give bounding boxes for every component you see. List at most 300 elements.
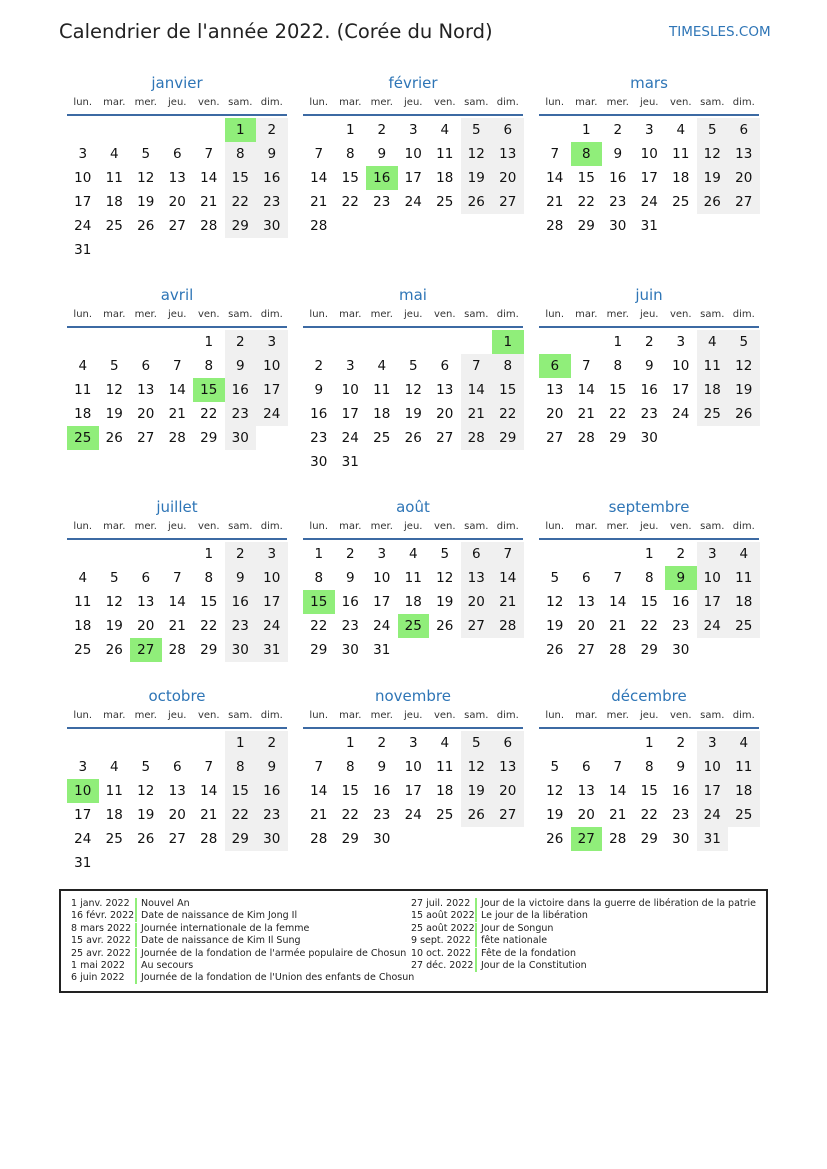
day-cell: 25 [105,831,123,847]
day-cell: 12 [105,594,123,610]
day-cell: 7 [172,570,182,586]
day-cell: 30 [256,214,288,238]
weekday-header: mar. [103,97,126,108]
day-cell: 27 [168,218,186,234]
day-cell: 31 [373,642,391,658]
day-cell: 19 [461,779,493,803]
day-cell: 26 [105,642,123,658]
day-cell: 24 [256,402,288,426]
weekday-header: ven. [669,97,692,108]
day-cell: 30 [225,638,257,662]
day-cell: 30 [609,218,627,234]
holiday-day-cell: 1 [225,118,257,142]
day-cell: 20 [492,779,524,803]
day-cell: 24 [697,614,729,638]
day-cell: 29 [200,430,218,446]
day-cell: 2 [644,334,654,350]
day-cell: 12 [546,594,564,610]
day-cell: 19 [137,194,155,210]
day-cell: 27 [461,614,493,638]
day-cell: 8 [492,354,524,378]
day-cell: 18 [404,594,422,610]
legend-marker [475,935,477,947]
day-cell: 10 [341,382,359,398]
day-cell: 5 [550,570,560,586]
day-cell: 21 [168,618,186,634]
day-cell: 30 [310,454,328,470]
day-cell: 1 [345,735,355,751]
weekday-header: lun. [309,710,329,721]
day-cell: 28 [200,218,218,234]
day-cell: 31 [74,242,92,258]
month-header-rule [539,114,759,116]
day-cell: 11 [672,146,690,162]
legend-holiday-name: Jour de la victoire dans la guerre de libération de la patrie [481,898,757,909]
weekday-header: mer. [370,97,393,108]
day-cell: 20 [168,194,186,210]
day-cell: 2 [377,122,387,138]
weekday-header: lun. [73,97,93,108]
day-cell: 29 [310,642,328,658]
day-cell: 14 [492,566,524,590]
legend-date: 27 déc. 2022 [411,960,474,971]
day-cell: 22 [225,190,257,214]
weekday-header: jeu. [168,309,187,320]
day-cell: 13 [492,142,524,166]
weekday-header: dim. [260,97,283,108]
day-cell: 11 [74,382,92,398]
weekday-header: ven. [433,521,456,532]
day-cell: 29 [577,218,595,234]
legend-marker [135,948,137,960]
legend-holiday-name: fête nationale [481,935,548,947]
day-cell: 21 [168,406,186,422]
day-cell: 21 [310,194,328,210]
day-cell: 4 [728,542,760,566]
weekday-header: dim. [260,309,283,320]
weekday-header: sam. [464,521,489,532]
day-cell: 25 [436,194,454,210]
day-cell: 7 [204,759,214,775]
holiday-day-cell: 8 [571,142,603,166]
day-cell: 6 [141,570,151,586]
day-cell: 14 [577,382,595,398]
day-cell: 3 [408,122,418,138]
month-name: juillet [156,498,198,516]
weekday-header: jeu. [404,97,423,108]
day-cell: 23 [672,618,690,634]
day-cell: 8 [225,142,257,166]
day-cell: 3 [256,330,288,354]
legend-date: 1 janv. 2022 [71,898,130,909]
holiday-day-cell: 10 [67,779,99,803]
day-cell: 1 [581,122,591,138]
day-cell: 20 [461,590,493,614]
day-cell: 11 [373,382,391,398]
day-cell: 21 [200,807,218,823]
day-cell: 6 [461,542,493,566]
legend-date: 16 févr. 2022 [71,910,135,922]
day-cell: 16 [640,382,658,398]
weekday-header: ven. [433,309,456,320]
weekday-header: sam. [228,309,253,320]
day-cell: 2 [256,118,288,142]
day-cell: 7 [613,759,623,775]
legend-date: 15 août 2022 [411,910,475,922]
day-cell: 24 [640,194,658,210]
day-cell: 21 [609,807,627,823]
day-cell: 17 [640,170,658,186]
day-cell: 22 [577,194,595,210]
month-header-rule [303,538,523,540]
day-cell: 20 [436,406,454,422]
weekday-header: jeu. [168,710,187,721]
weekday-header: sam. [700,710,725,721]
day-cell: 9 [345,570,355,586]
day-cell: 26 [461,190,493,214]
day-cell: 5 [109,358,119,374]
day-cell: 9 [256,142,288,166]
day-cell: 17 [672,382,690,398]
weekday-header: mer. [134,309,157,320]
day-cell: 23 [256,803,288,827]
day-cell: 29 [492,426,524,450]
day-cell: 3 [78,146,88,162]
day-cell: 16 [256,166,288,190]
day-cell: 10 [697,566,729,590]
day-cell: 16 [225,590,257,614]
day-cell: 3 [256,542,288,566]
weekday-header: ven. [197,521,220,532]
day-cell: 22 [225,803,257,827]
legend-date: 10 oct. 2022 [411,947,472,959]
day-cell: 5 [728,330,760,354]
day-cell: 14 [609,783,627,799]
day-cell: 8 [345,759,355,775]
month-header-rule [539,326,759,328]
day-cell: 8 [225,755,257,779]
legend-date: 9 sept. 2022 [411,935,471,947]
day-cell: 29 [341,831,359,847]
day-cell: 13 [546,382,564,398]
weekday-header: mar. [575,309,598,320]
day-cell: 11 [74,594,92,610]
weekday-header: dim. [260,710,283,721]
day-cell: 2 [256,731,288,755]
day-cell: 9 [314,382,324,398]
weekday-header: mar. [339,309,362,320]
day-cell: 6 [492,731,524,755]
day-cell: 22 [492,402,524,426]
day-cell: 15 [200,594,218,610]
day-cell: 5 [697,118,729,142]
day-cell: 1 [644,546,654,562]
day-cell: 24 [74,831,92,847]
holiday-legend [59,889,768,993]
day-cell: 27 [728,190,760,214]
day-cell: 15 [640,783,658,799]
day-cell: 18 [74,406,92,422]
weekday-header: ven. [197,97,220,108]
day-cell: 17 [404,783,422,799]
day-cell: 18 [436,170,454,186]
month-name: juin [635,286,663,304]
day-cell: 17 [341,406,359,422]
holiday-day-cell: 15 [303,590,335,614]
day-cell: 23 [225,402,257,426]
day-cell: 16 [672,594,690,610]
day-cell: 7 [172,358,182,374]
day-cell: 5 [141,759,151,775]
day-cell: 4 [440,122,450,138]
weekday-header: mer. [606,710,629,721]
weekday-header: mar. [575,521,598,532]
weekday-header: mar. [575,97,598,108]
day-cell: 12 [404,382,422,398]
day-cell: 29 [609,430,627,446]
holiday-day-cell: 9 [665,566,697,590]
weekday-header: jeu. [168,97,187,108]
weekday-header: dim. [260,521,283,532]
weekday-header: mer. [134,710,157,721]
month-name: novembre [375,687,451,705]
day-cell: 20 [728,166,760,190]
day-cell: 21 [461,402,493,426]
day-cell: 12 [697,142,729,166]
day-cell: 14 [461,378,493,402]
day-cell: 13 [436,382,454,398]
day-cell: 22 [341,194,359,210]
holiday-day-cell: 25 [398,614,430,638]
day-cell: 6 [172,759,182,775]
day-cell: 29 [640,831,658,847]
day-cell: 28 [200,831,218,847]
day-cell: 26 [546,831,564,847]
day-cell: 19 [105,406,123,422]
day-cell: 24 [404,807,422,823]
day-cell: 26 [546,642,564,658]
day-cell: 6 [728,118,760,142]
weekday-header: ven. [669,710,692,721]
day-cell: 20 [577,618,595,634]
day-cell: 16 [225,378,257,402]
day-cell: 9 [225,566,257,590]
day-cell: 23 [225,614,257,638]
legend-holiday-name: Date de naissance de Kim Jong Il [141,910,298,922]
weekday-header: lun. [309,97,329,108]
weekday-header: lun. [309,521,329,532]
day-cell: 10 [404,146,422,162]
weekday-header: lun. [545,97,565,108]
day-cell: 25 [728,803,760,827]
day-cell: 26 [137,218,155,234]
weekday-header: sam. [464,710,489,721]
day-cell: 24 [74,218,92,234]
day-cell: 1 [225,731,257,755]
day-cell: 8 [204,358,214,374]
day-cell: 28 [168,642,186,658]
day-cell: 30 [225,426,257,450]
day-cell: 1 [613,334,623,350]
day-cell: 20 [546,406,564,422]
day-cell: 23 [341,618,359,634]
weekday-header: dim. [732,309,755,320]
day-cell: 4 [440,735,450,751]
day-cell: 5 [408,358,418,374]
weekday-header: lun. [73,309,93,320]
day-cell: 26 [404,430,422,446]
day-cell: 31 [256,638,288,662]
day-cell: 12 [436,570,454,586]
weekday-header: jeu. [640,97,659,108]
day-cell: 23 [640,406,658,422]
legend-holiday-name: Fête de la fondation [481,947,576,959]
day-cell: 5 [109,570,119,586]
weekday-header: mar. [103,710,126,721]
day-cell: 31 [341,454,359,470]
day-cell: 30 [256,827,288,851]
day-cell: 29 [225,214,257,238]
weekday-header: dim. [496,710,519,721]
day-cell: 5 [141,146,151,162]
day-cell: 12 [546,783,564,799]
weekday-header: dim. [732,710,755,721]
day-cell: 12 [137,170,155,186]
day-cell: 4 [377,358,387,374]
day-cell: 10 [404,759,422,775]
day-cell: 6 [492,118,524,142]
weekday-header: jeu. [404,521,423,532]
legend-marker [475,923,477,935]
weekday-header: mar. [339,710,362,721]
day-cell: 4 [78,570,88,586]
day-cell: 3 [78,759,88,775]
weekday-header: mer. [370,521,393,532]
day-cell: 23 [373,194,391,210]
day-cell: 22 [200,618,218,634]
day-cell: 7 [314,146,324,162]
day-cell: 31 [697,827,729,851]
legend-date: 25 août 2022 [411,922,475,934]
day-cell: 27 [546,430,564,446]
day-cell: 27 [436,430,454,446]
weekday-header: mer. [134,97,157,108]
day-cell: 14 [310,170,328,186]
day-cell: 10 [373,570,391,586]
weekday-header: mer. [370,309,393,320]
day-cell: 23 [373,807,391,823]
day-cell: 12 [461,142,493,166]
day-cell: 19 [728,378,760,402]
day-cell: 27 [137,430,155,446]
month-name: mai [399,286,427,304]
day-cell: 16 [609,170,627,186]
day-cell: 12 [105,382,123,398]
day-cell: 28 [609,831,627,847]
day-cell: 16 [256,779,288,803]
legend-date: 15 avr. 2022 [71,935,131,947]
day-cell: 17 [74,807,92,823]
month-header-rule [67,727,287,729]
month-header-rule [67,114,287,116]
day-cell: 28 [546,218,564,234]
day-cell: 30 [672,831,690,847]
weekday-header: lun. [73,521,93,532]
day-cell: 9 [256,755,288,779]
weekday-header: sam. [700,309,725,320]
day-cell: 25 [436,807,454,823]
legend-marker [135,898,137,910]
month-header-rule [303,326,523,328]
day-cell: 20 [577,807,595,823]
weekday-header: lun. [545,521,565,532]
legend-marker [475,898,477,910]
day-cell: 28 [310,831,328,847]
weekday-header: mer. [606,521,629,532]
day-cell: 23 [310,430,328,446]
day-cell: 3 [377,546,387,562]
day-cell: 9 [377,146,387,162]
legend-holiday-name: Journée internationale de la femme [141,922,310,934]
weekday-header: lun. [545,710,565,721]
site-brand-link[interactable]: TIMESLES.COM [669,24,771,40]
day-cell: 2 [377,735,387,751]
day-cell: 19 [461,166,493,190]
weekday-header: sam. [700,521,725,532]
day-cell: 2 [613,122,623,138]
day-cell: 30 [341,642,359,658]
day-cell: 12 [728,354,760,378]
day-cell: 1 [204,334,214,350]
weekday-header: ven. [669,309,692,320]
day-cell: 2 [345,546,355,562]
day-cell: 18 [728,590,760,614]
day-cell: 15 [341,783,359,799]
day-cell: 4 [109,146,119,162]
weekday-header: sam. [228,521,253,532]
day-cell: 19 [436,594,454,610]
month-header-rule [67,326,287,328]
day-cell: 10 [640,146,658,162]
day-cell: 12 [461,755,493,779]
day-cell: 7 [550,146,560,162]
day-cell: 18 [105,194,123,210]
weekday-header: dim. [496,521,519,532]
day-cell: 18 [697,378,729,402]
weekday-header: dim. [496,309,519,320]
day-cell: 11 [436,759,454,775]
weekday-header: mer. [606,309,629,320]
day-cell: 29 [200,642,218,658]
day-cell: 24 [404,194,422,210]
day-cell: 7 [492,542,524,566]
month-header-rule [539,727,759,729]
day-cell: 31 [640,218,658,234]
legend-marker [475,910,477,922]
legend-holiday-name: Jour de Songun [481,922,554,934]
day-cell: 15 [609,382,627,398]
day-cell: 15 [341,170,359,186]
day-cell: 5 [440,546,450,562]
holiday-day-cell: 25 [67,426,99,450]
day-cell: 11 [105,170,123,186]
month-name: octobre [148,687,206,705]
weekday-header: ven. [197,710,220,721]
day-cell: 29 [225,827,257,851]
legend-marker [135,972,137,984]
day-cell: 16 [672,783,690,799]
day-cell: 15 [492,378,524,402]
